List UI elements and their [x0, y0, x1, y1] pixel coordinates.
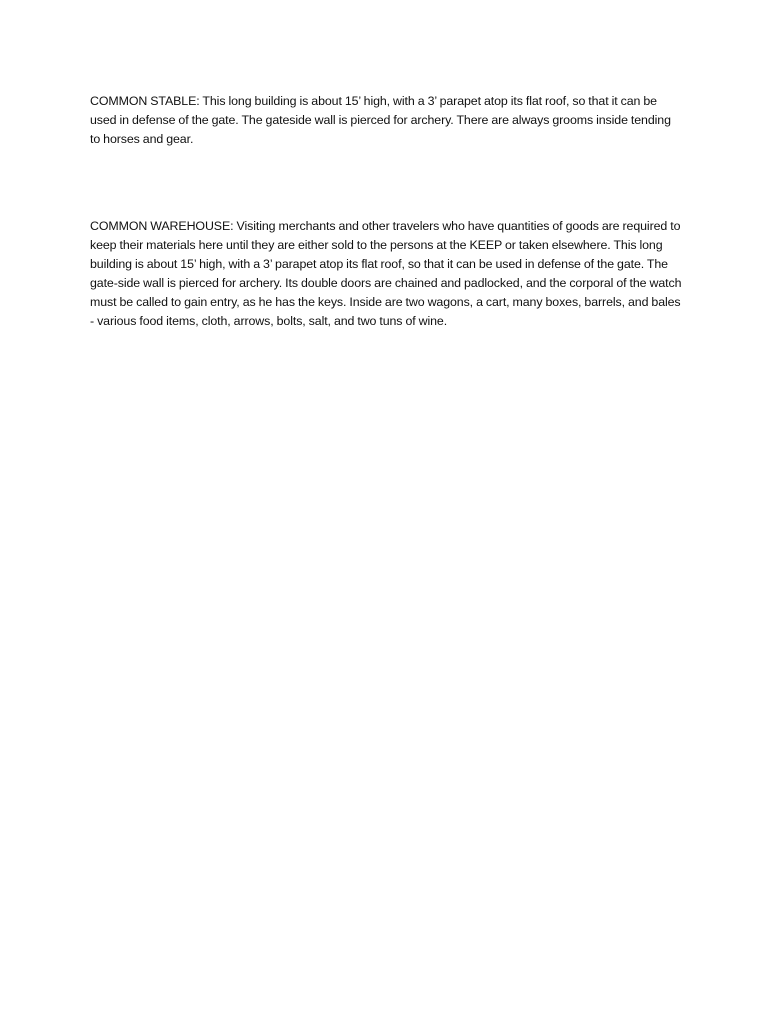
paragraph-common-warehouse: COMMON WAREHOUSE: Visiting merchants and other travelers who have quantities of goods are required to keep their materials here until they are either sold to the persons at the KEEP or taken elsewhere. This long building is about 15’ high, with a 3’ parapet atop its flat roof, so that it can be used in defense of the gate. The gate-side wall is pierced for archery. Its double doors are chained and padlocked, and the corporal of the watch must be called to gain entry, as he has the keys. Inside are two wagons, a cart, many boxes, barrels, and bales - various food items, cloth, arrows, bolts, salt, and two tuns of wine.: [90, 219, 682, 328]
paragraph-common-stable: COMMON STABLE: This long building is about 15’ high, with a 3’ parapet atop its flat roof, so that it can be used in defense of the gate. The gateside wall is pierced for archery. There are always grooms inside tending to horses and gear.: [90, 94, 671, 146]
